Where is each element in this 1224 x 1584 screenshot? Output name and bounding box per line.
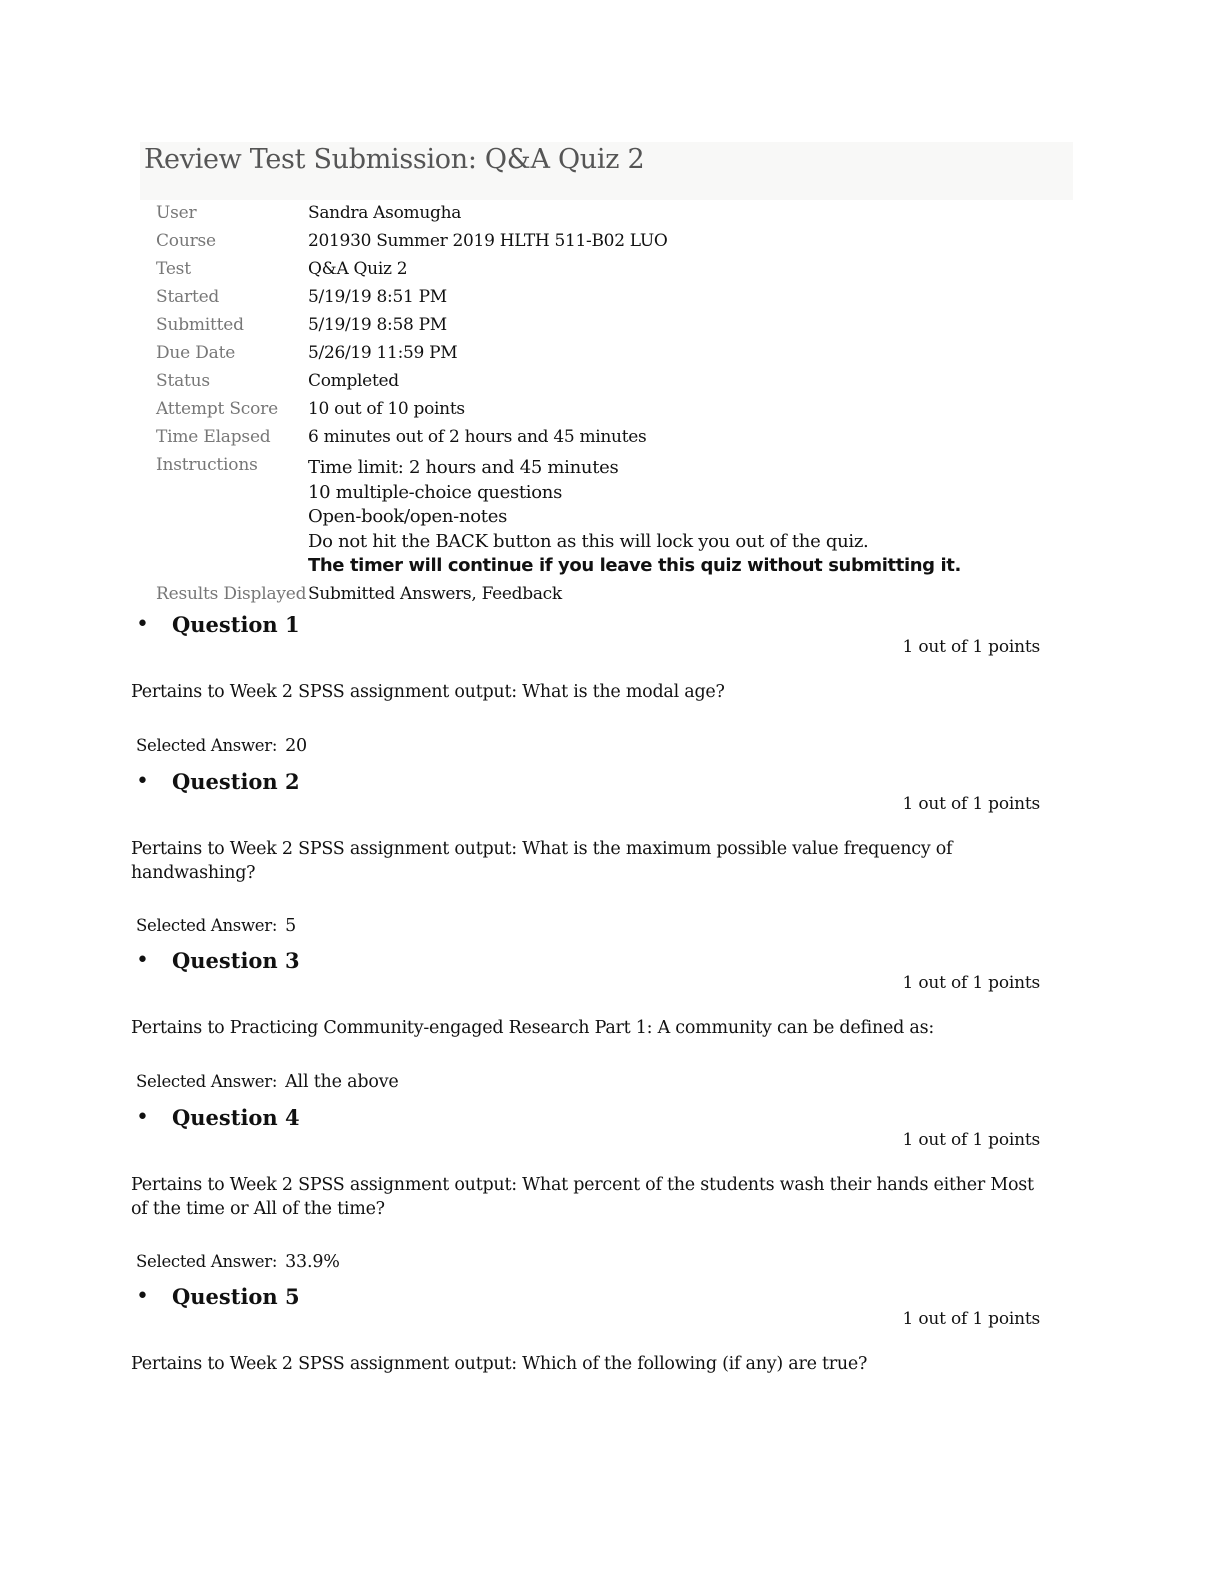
time-elapsed-value: 6 minutes out of 2 hours and 45 minutes: [308, 427, 647, 447]
question-points: 1 out of 1 points: [902, 973, 1040, 993]
title-bar: [140, 142, 1073, 200]
selected-answer-label: Selected Answer:: [136, 916, 278, 935]
attempt-score-label: Attempt Score: [156, 399, 278, 419]
bullet: •: [136, 1105, 149, 1130]
question-points: 1 out of 1 points: [902, 794, 1040, 814]
question-title: Question 3: [172, 948, 300, 973]
question-text: Pertains to Practicing Community-engaged Research Part 1: A community can be defined as:: [131, 1018, 934, 1038]
question-text: Pertains to Week 2 SPSS assignment output: What is the maximum possible value frequency of handwashing?: [131, 839, 953, 883]
question-text: Pertains to Week 2 SPSS assignment output: What is the modal age?: [131, 682, 725, 702]
question-title: Question 4: [172, 1105, 300, 1130]
question-text: Pertains to Week 2 SPSS assignment output: What percent of the students wash their hands either Most of the time or All of the time?: [131, 1175, 1034, 1219]
selected-answer-label: Selected Answer:: [136, 1252, 278, 1271]
bullet: •: [136, 948, 149, 973]
course-label: Course: [156, 231, 216, 251]
submitted-value: 5/19/19 8:58 PM: [308, 315, 447, 335]
time-elapsed-label: Time Elapsed: [156, 427, 271, 447]
bullet: •: [136, 1284, 149, 1309]
test-label: Test: [156, 259, 191, 279]
user-value: Sandra Asomugha: [308, 203, 462, 223]
question-title: Question 5: [172, 1284, 300, 1309]
selected-answer: [136, 1072, 399, 1092]
selected-answer: [136, 1252, 340, 1272]
test-value: Q&A Quiz 2: [308, 259, 408, 279]
question-title: Question 1: [172, 612, 300, 637]
instruction-line: Do not hit the BACK button as this will lock you out of the quiz.: [308, 530, 869, 552]
bullet: •: [136, 769, 149, 794]
submitted-label: Submitted: [156, 315, 244, 335]
instruction-warning: The timer will continue if you leave this quiz without submitting it.: [308, 555, 961, 576]
question-points: 1 out of 1 points: [902, 637, 1040, 657]
results-displayed-value: Submitted Answers, Feedback: [308, 584, 562, 604]
question-points: 1 out of 1 points: [902, 1130, 1040, 1150]
results-displayed-label: Results Displayed: [156, 584, 307, 604]
status-label: Status: [156, 371, 210, 391]
selected-answer-value: 5: [285, 916, 297, 936]
selected-answer-label: Selected Answer:: [136, 736, 278, 755]
question-text: Pertains to Week 2 SPSS assignment output: Which of the following (if any) are true?: [131, 1354, 868, 1374]
user-label: User: [156, 203, 197, 223]
due-date-value: 5/26/19 11:59 PM: [308, 343, 458, 363]
instruction-line: 10 multiple-choice questions: [308, 481, 563, 503]
question-title: Question 2: [172, 769, 300, 794]
started-label: Started: [156, 287, 220, 307]
selected-answer-value: 33.9%: [285, 1252, 340, 1272]
question-points: 1 out of 1 points: [902, 1309, 1040, 1329]
status-value: Completed: [308, 371, 399, 391]
started-value: 5/19/19 8:51 PM: [308, 287, 447, 307]
selected-answer-value: 20: [285, 736, 307, 756]
instruction-line: Open-book/open-notes: [308, 506, 508, 527]
selected-answer: [136, 736, 307, 756]
instruction-line: Time limit: 2 hours and 45 minutes: [308, 457, 619, 478]
instructions-label: Instructions: [156, 455, 258, 475]
bullet: •: [136, 612, 149, 637]
attempt-score-value: 10 out of 10 points: [308, 399, 465, 419]
due-date-label: Due Date: [156, 343, 236, 363]
selected-answer: [136, 916, 296, 936]
page-title: Review Test Submission: Q&A Quiz 2: [144, 144, 645, 175]
selected-answer-value: All the above: [285, 1072, 399, 1092]
selected-answer-label: Selected Answer:: [136, 1072, 278, 1091]
course-value: 201930 Summer 2019 HLTH 511-B02 LUO: [308, 231, 668, 251]
instructions-text: [308, 456, 961, 579]
